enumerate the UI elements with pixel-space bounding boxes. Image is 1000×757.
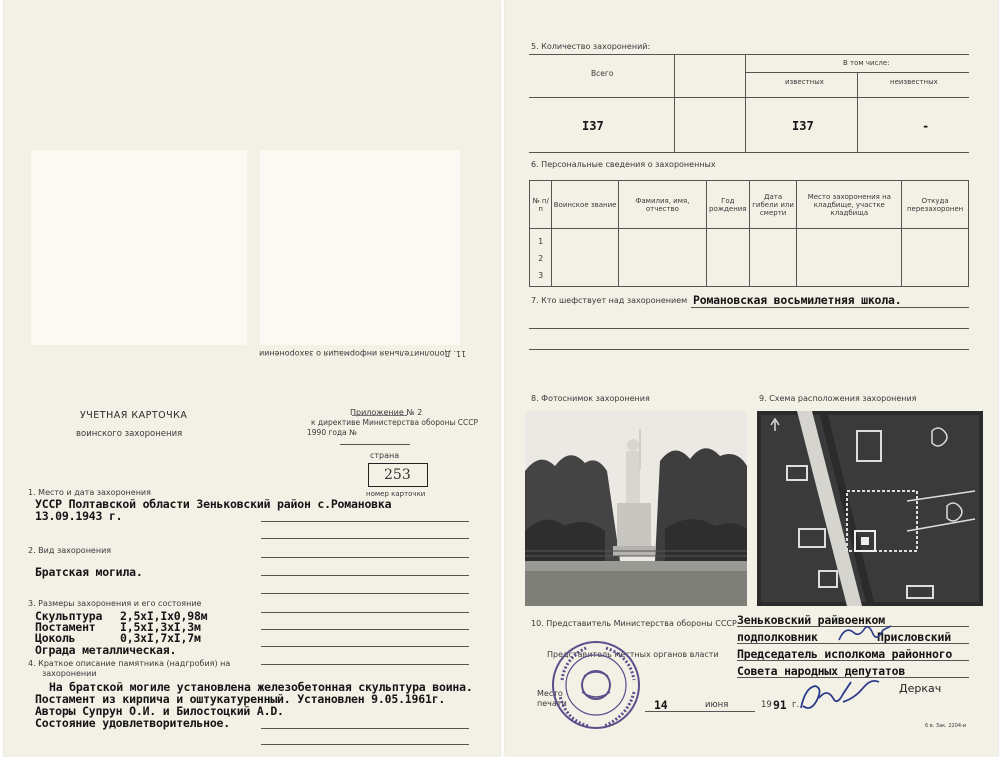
section-7-value: Романовская восьмилетняя школа. [693, 293, 902, 307]
section-3-label: 3. Размеры захоронения и его состояние [28, 599, 202, 608]
section-4-line-2: Постамент из кирпича и оштукатуренный. Установлен 9.05.1961г. [35, 692, 446, 706]
personal-data-table [529, 180, 969, 287]
photo-placeholder-left [31, 150, 247, 345]
s5-total-value: I37 [582, 119, 604, 133]
section-3-fence: Ограда металлическая. [35, 643, 177, 657]
date-year: 91 [773, 698, 787, 712]
local-rep-label: Представитель местных органов власти [547, 650, 719, 659]
seal-label: печати [537, 699, 567, 708]
section-4-label-1: 4. Краткое описание памятника (надгробия) на [28, 659, 231, 668]
card-number: 253 [384, 467, 411, 483]
section-8-label: 8. Фотоснимок захоронения [531, 394, 650, 403]
date-month: июня [705, 700, 729, 710]
card-number-label: номер карточки [366, 490, 426, 498]
country-label: страна [370, 451, 400, 460]
photo-placeholder-right [260, 150, 460, 345]
section-7-label: 7. Кто шефствует над захоронением [531, 296, 688, 305]
section-2-label: 2. Вид захоронения [28, 546, 112, 555]
section-3-row-1-value: 2,5xI,Ix0,98м [120, 609, 208, 623]
s6-header-name: Фамилия, имя, отчество [618, 181, 706, 229]
date-year-suffix: г. [792, 700, 800, 710]
section-1-line-2: 13.09.1943 г. [35, 509, 123, 523]
s6-header-place: Место захоронения на кладбище, участке кладбища [797, 181, 902, 229]
appendix-line-1: Приложение № 2 [350, 408, 423, 417]
date-day: 14 [654, 698, 668, 712]
card-subtitle: воинского захоронения [76, 429, 183, 439]
location-scheme [757, 411, 983, 606]
place-label: Место [537, 689, 563, 698]
section-10-label: 10. Представитель Министерства обороны СССР [531, 619, 737, 628]
mirrored-section-11-header: 11. Дополнительная информация о захоронении [259, 349, 467, 358]
voenkom-signature [835, 622, 895, 648]
section-10-line-1: Зеньковский райвоенком [737, 613, 885, 627]
s5-known-header: известных [785, 78, 824, 86]
chairman-name: Деркач [899, 682, 942, 695]
appendix-line-3: 1990 года № [307, 428, 357, 437]
s6-header-rank: Воинское звание [552, 181, 619, 229]
official-stamp [550, 640, 642, 730]
section-10-line-2a: подполковник [737, 630, 818, 644]
section-10-line-2b: Присловский [877, 630, 951, 644]
print-mark: 6 в. Зак. 2204-и [925, 723, 967, 729]
section-4-line-4: Состояние удовлетворительное. [35, 716, 230, 730]
s6-row-numbers: 1 2 3 [530, 229, 552, 287]
section-2-value: Братская могила. [35, 565, 143, 579]
s6-header-from: Откуда перезахоронен [902, 181, 969, 229]
section-4-line-3: Авторы Супрун О.И. и Билостоцкий А.D. [35, 704, 284, 718]
memorial-photo [525, 411, 747, 606]
section-6-label: 6. Персональные сведения о захороненных [531, 160, 716, 169]
date-year-prefix: 19 [761, 700, 772, 710]
section-1-label: 1. Место и дата захоронения [28, 488, 151, 497]
card-title: УЧЕТНАЯ КАРТОЧКА [80, 410, 188, 421]
s5-total-header: Всего [591, 69, 614, 78]
chairman-signature [793, 668, 885, 723]
section-3-row-3-value: 0,3xI,7xI,7м [120, 631, 201, 645]
s5-known-value: I37 [792, 119, 814, 133]
card-front-page [505, 0, 998, 757]
s5-unknown-header: неизвестных [890, 78, 938, 86]
section-4-line-1: На братской могиле установлена железобетонная скульптура воина. [49, 680, 473, 694]
section-4-label-2: захоронении [42, 669, 97, 678]
section-3-row-2-name: Постамент [35, 620, 96, 634]
s6-header-death: Дата гибели или смерти [749, 181, 797, 229]
local-rep-line-2: Совета народных депутатов [737, 664, 906, 678]
section-3-row-1-name: Скульптура [35, 609, 103, 623]
section-9-label: 9. Схема расположения захоронения [759, 394, 917, 403]
s5-unknown-value: - [922, 119, 930, 133]
appendix-line-2: к директиве Министерства обороны СССР [311, 418, 479, 427]
local-rep-line-1: Председатель исполкома районного [737, 647, 953, 661]
section-3-row-2-value: I,5xI,3xI,3м [120, 620, 201, 634]
card-back-page [4, 0, 500, 757]
s6-header-birth: Год рождения [706, 181, 749, 229]
s5-incl-header: В том числе: [843, 59, 890, 67]
section-5-label: 5. Количество захоронений: [531, 42, 651, 51]
section-1-line-1: УССР Полтавской области Зеньковский район с.Романовка [35, 497, 392, 511]
section-3-row-3-name: Цоколь [35, 631, 76, 645]
s6-header-num: № п/п [530, 181, 552, 229]
